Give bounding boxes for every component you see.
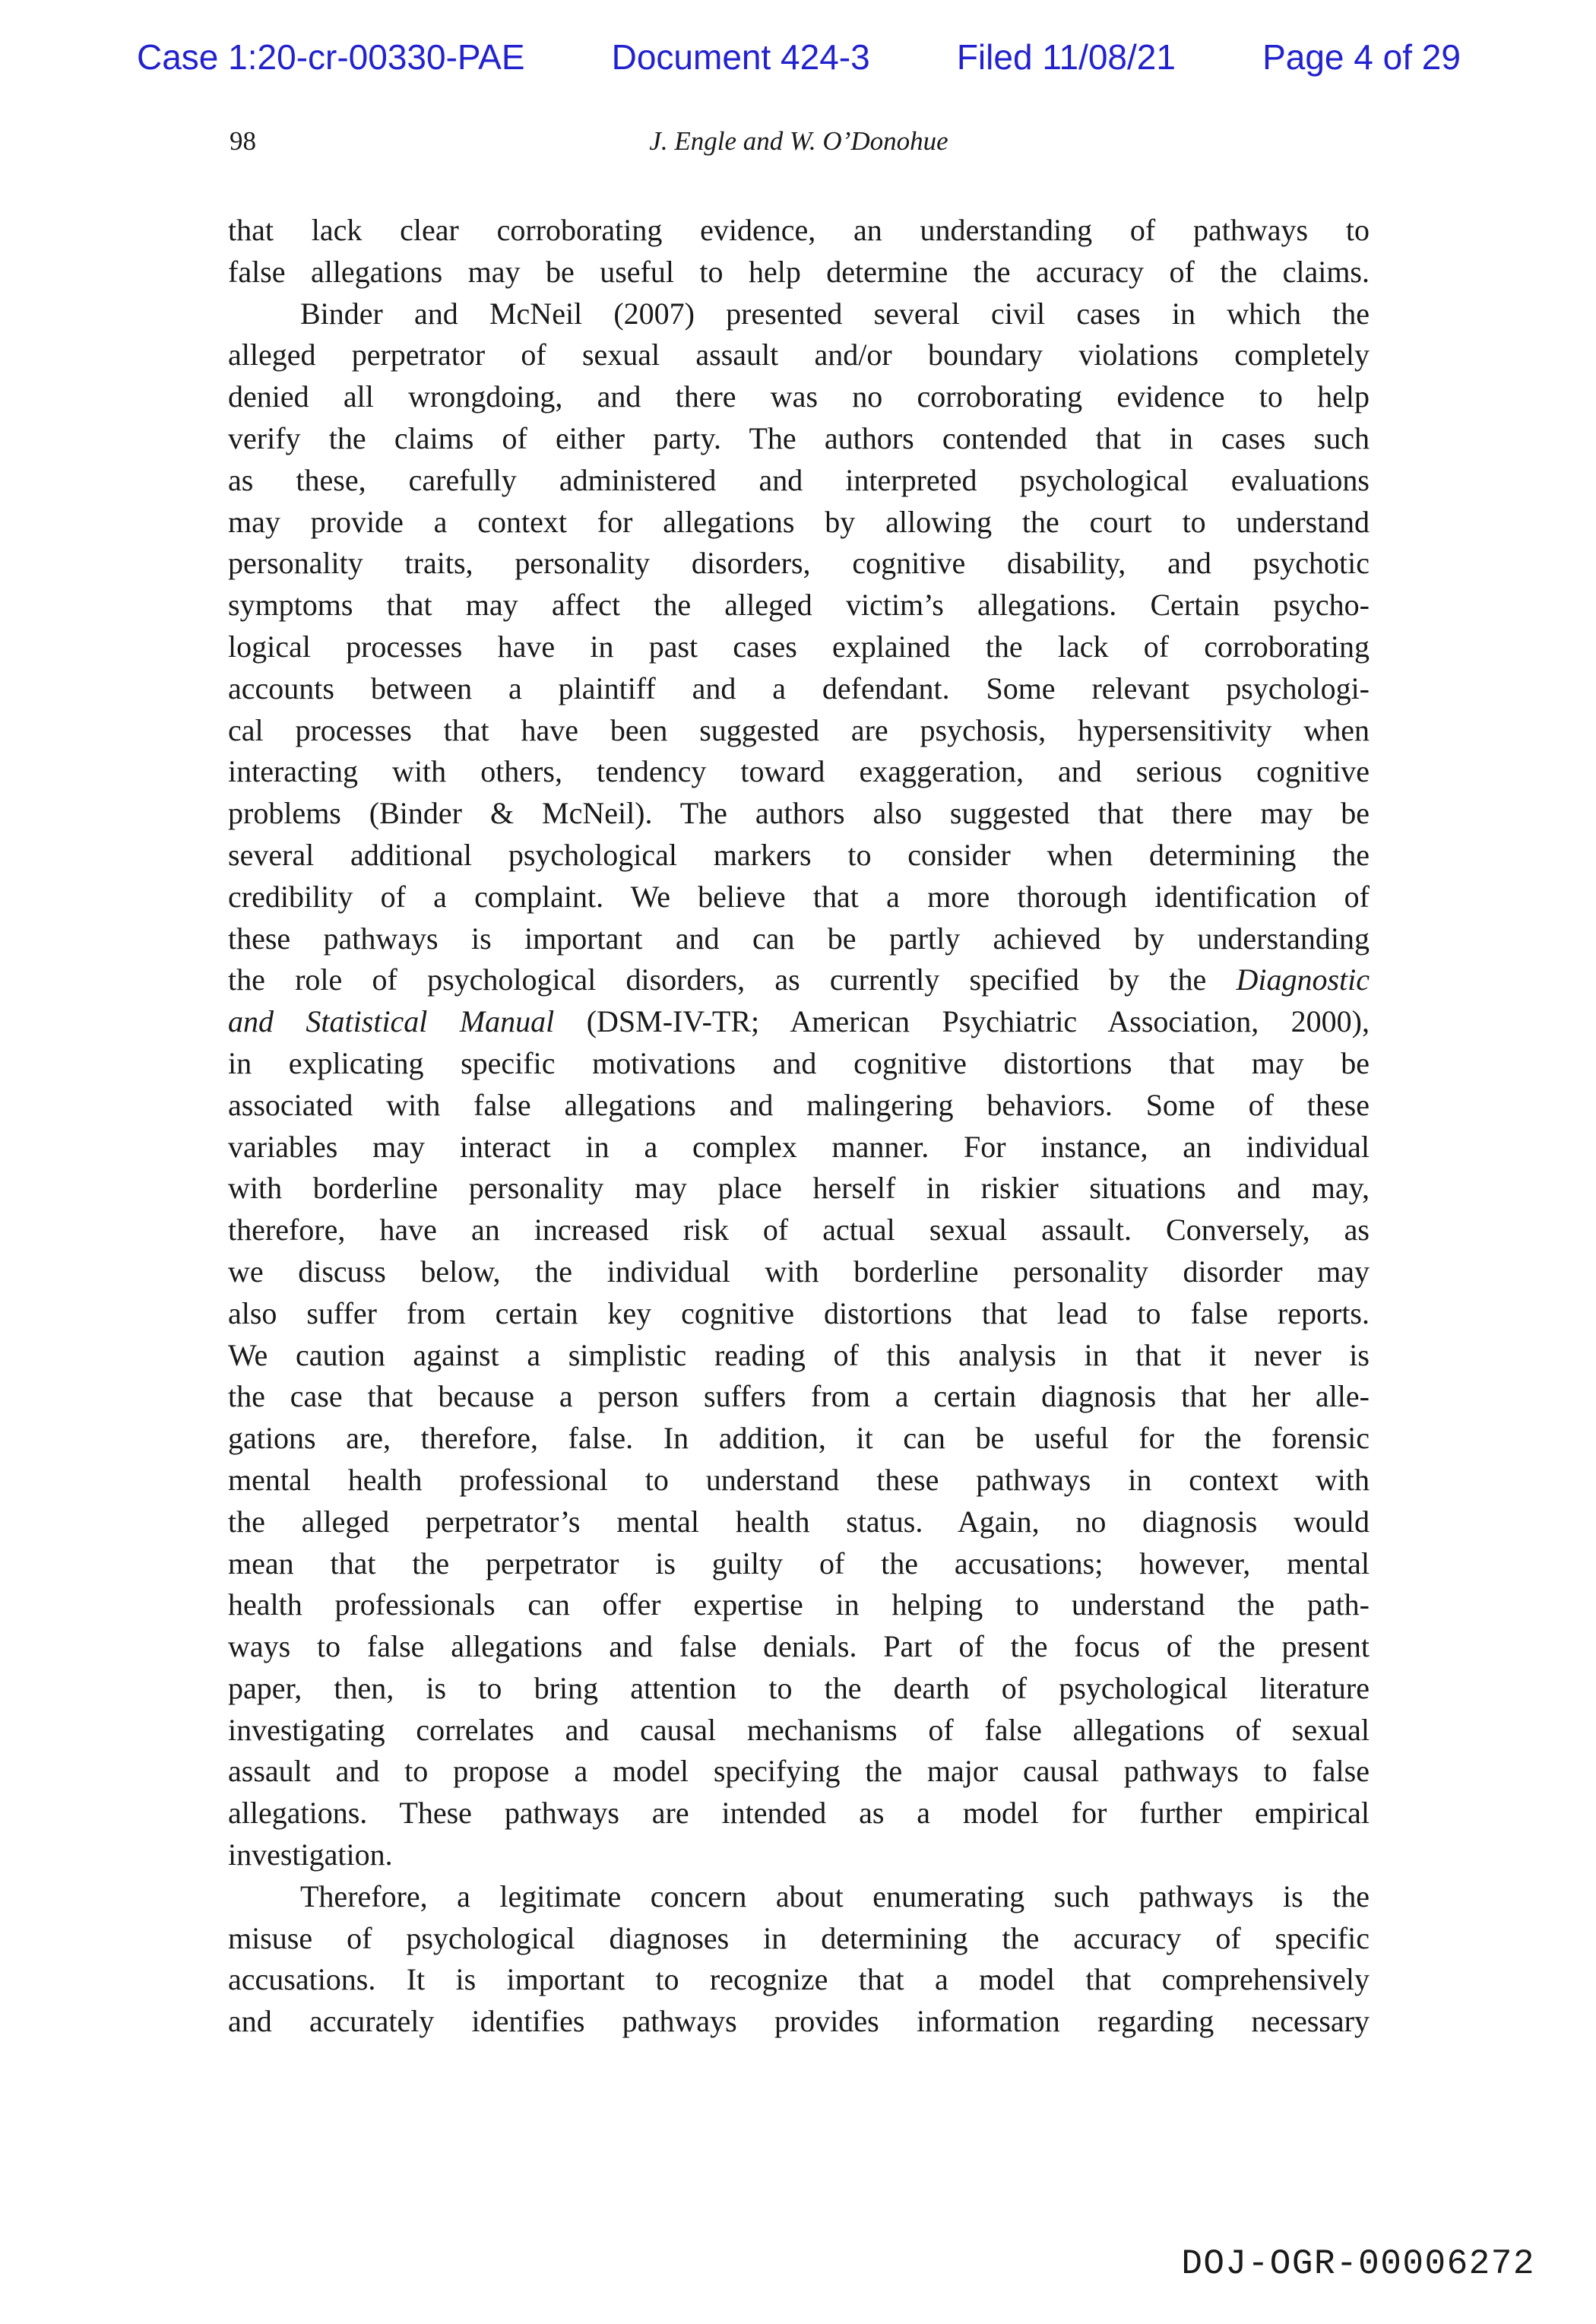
body-line: cal processes that have been suggested are psychosis, hypersensitivity when [228, 712, 1370, 747]
body-line: we discuss below, the individual with borderline personality disorder may [228, 1254, 1370, 1289]
body-line: logical processes have in past cases explained the lack of corroborating [228, 629, 1370, 664]
body-line: Therefore, a legitimate concern about enumerating such pathways is the [300, 1879, 1370, 1913]
body-line: as these, carefully administered and interpreted psychological evaluations [228, 462, 1370, 497]
body-line: mental health professional to understand these pathways in context with [228, 1462, 1370, 1497]
body-line: ways to false allegations and false denials. Part of the focus of the present [228, 1629, 1370, 1664]
body-line: We caution against a simplistic reading of this analysis in that it never is [228, 1337, 1370, 1372]
running-title: J. Engle and W. O’Donohue [649, 126, 948, 156]
stamp-filed-date: Filed 11/08/21 [956, 37, 1176, 77]
body-line: therefore, have an increased risk of actual sexual assault. Conversely, as [228, 1213, 1370, 1248]
stamp-case-number: Case 1:20-cr-00330-PAE [137, 37, 525, 77]
page-number: 98 [230, 126, 256, 156]
body-line: symptoms that may affect the alleged victim’s allegations. Certain psycho- [228, 588, 1370, 623]
court-stamp [137, 36, 1461, 78]
running-head [228, 126, 1370, 164]
body-line: the case that because a person suffers from a certain diagnosis that her alle- [228, 1379, 1370, 1414]
body-line: alleged perpetrator of sexual assault and/or boundary violations completely [228, 338, 1370, 373]
body-line: several additional psychological markers to consider when determining the [228, 837, 1370, 872]
stamp-document-number: Document 424-3 [611, 37, 870, 77]
body-line: investigating correlates and causal mechanisms of false allegations of sexual [228, 1712, 1370, 1747]
body-line: gations are, therefore, false. In addition, it can be useful for the forensic [228, 1421, 1370, 1456]
body-line: and Statistical Manual (DSM-IV-TR; American Psychiatric Association, 2000), [228, 1004, 1370, 1039]
body-line: verify the claims of either party. The authors contended that in cases such [228, 420, 1370, 455]
body-line: and accurately identifies pathways provides information regarding necessary [228, 2004, 1370, 2039]
body-line: also suffer from certain key cognitive distortions that lead to false reports. [228, 1295, 1370, 1330]
article-body [228, 210, 1370, 2043]
body-line: denied all wrongdoing, and there was no corroborating evidence to help [228, 379, 1370, 414]
body-line: allegations. These pathways are intended as a model for further empirical [228, 1796, 1370, 1831]
body-line: mean that the perpetrator is guilty of the accusations; however, mental [228, 1546, 1370, 1581]
bates-number: DOJ-OGR-00006272 [1181, 2244, 1535, 2284]
body-line: investigation. [228, 1837, 393, 1872]
body-line: these pathways is important and can be partly achieved by understanding [228, 921, 1370, 956]
body-line: false allegations may be useful to help determine the accuracy of the claims. [228, 254, 1370, 289]
body-line: health professionals can offer expertise in helping to understand the path- [228, 1587, 1370, 1622]
body-line: misuse of psychological diagnoses in determining the accuracy of specific [228, 1920, 1370, 1955]
body-line: the role of psychological disorders, as currently specified by the Diagnostic [228, 962, 1370, 997]
body-line: credibility of a complaint. We believe that a more thorough identification of [228, 879, 1370, 914]
body-line: problems (Binder & McNeil). The authors also suggested that there may be [228, 796, 1370, 831]
body-line: personality traits, personality disorders, cognitive disability, and psychotic [228, 546, 1370, 581]
body-line: accusations. It is important to recognize that a model that comprehensively [228, 1962, 1370, 1997]
body-line: with borderline personality may place herself in riskier situations and may, [228, 1171, 1370, 1206]
body-line: paper, then, is to bring attention to the dearth of psychological literature [228, 1670, 1370, 1705]
body-line: that lack clear corroborating evidence, an understanding of pathways to [228, 213, 1370, 247]
body-line: Binder and McNeil (2007) presented several civil cases in which the [300, 296, 1370, 331]
body-line: may provide a context for allegations by allowing the court to understand [228, 504, 1370, 539]
body-line: assault and to propose a model specifying the major causal pathways to false [228, 1754, 1370, 1789]
body-line: in explicating specific motivations and cognitive distortions that may be [228, 1045, 1370, 1080]
body-line: associated with false allegations and malingering behaviors. Some of these [228, 1087, 1370, 1122]
body-line: interacting with others, tendency toward exaggeration, and serious cognitive [228, 754, 1370, 789]
body-line: accounts between a plaintiff and a defendant. Some relevant psychologi- [228, 671, 1370, 705]
stamp-page-count: Page 4 of 29 [1262, 37, 1461, 77]
body-line: variables may interact in a complex manner. For instance, an individual [228, 1129, 1370, 1164]
body-line: the alleged perpetrator’s mental health status. Again, no diagnosis would [228, 1504, 1370, 1539]
